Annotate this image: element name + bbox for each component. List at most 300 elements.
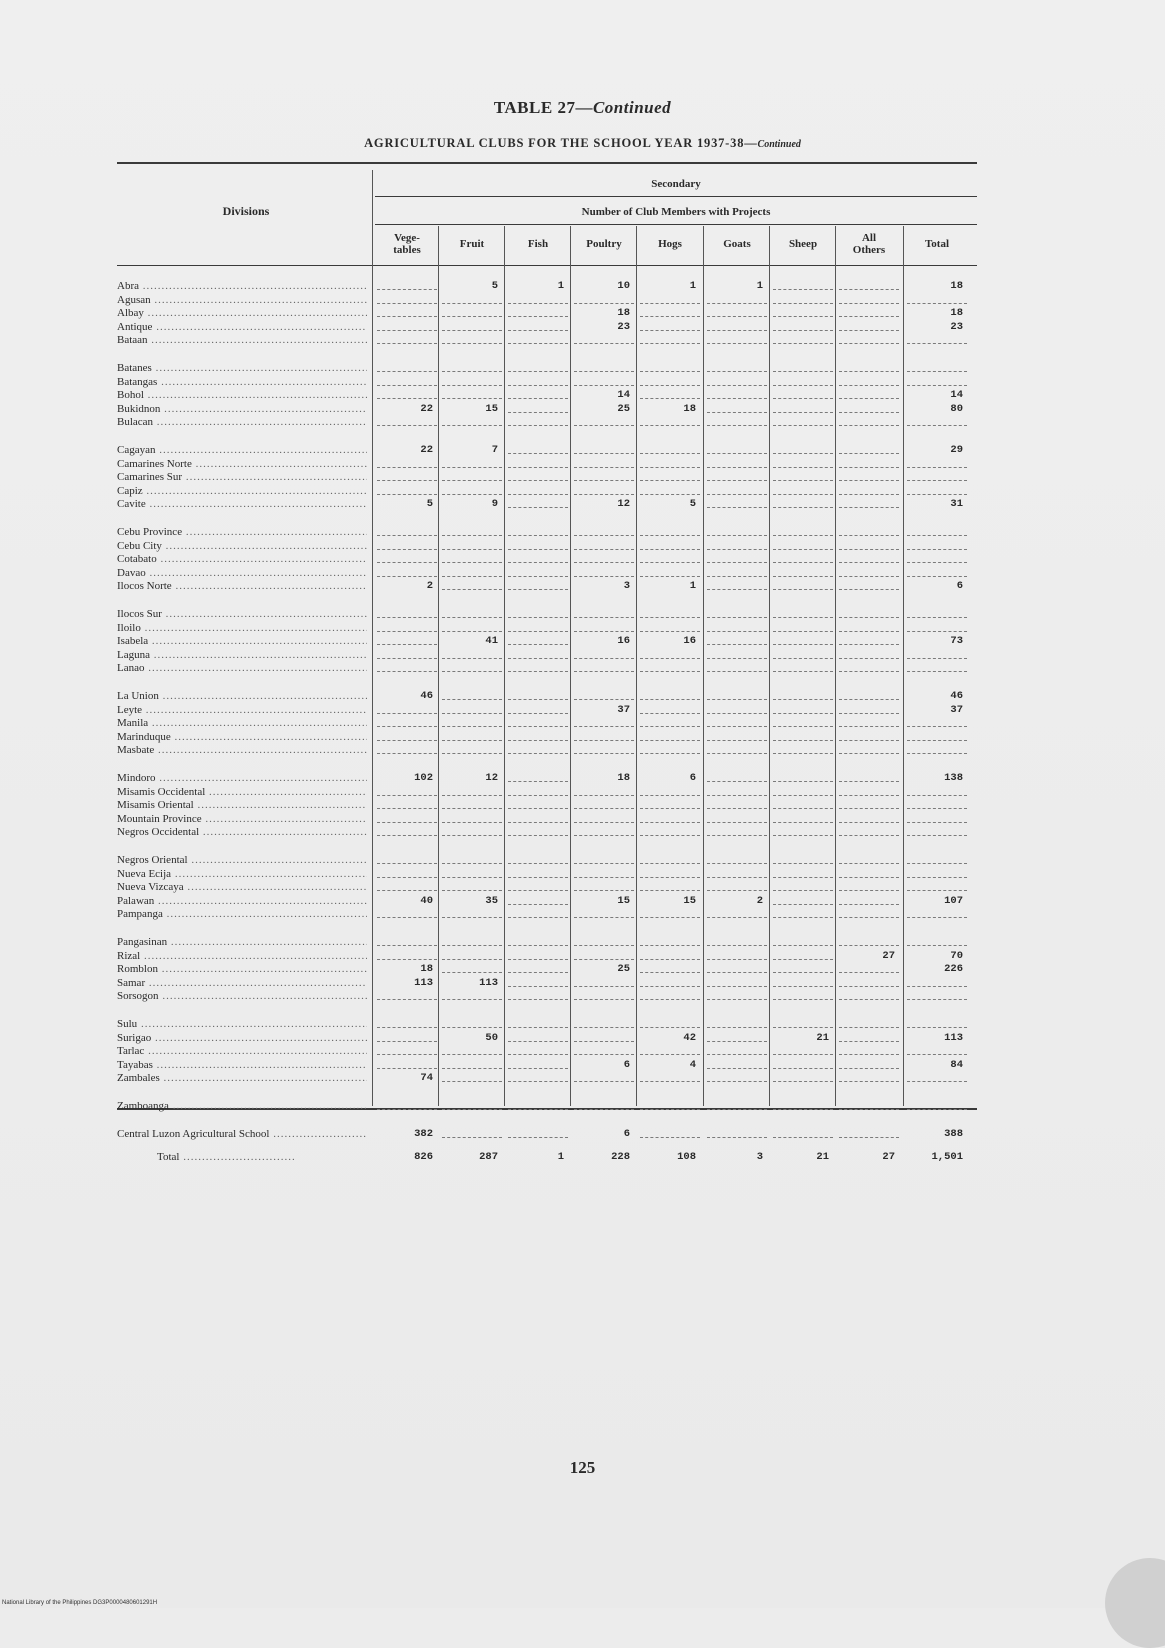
division-name (117, 744, 367, 756)
value-cell (705, 485, 769, 497)
value-cell (572, 1018, 636, 1030)
cell-value: 138 (944, 772, 963, 784)
page-corner-shadow (1105, 1558, 1165, 1648)
value-cell (771, 1128, 835, 1140)
cell-value: 3 (623, 580, 630, 593)
division-label: Pampanga (117, 908, 163, 921)
cell-value: 27 (882, 1151, 895, 1164)
value-cell (572, 622, 636, 634)
value-cell (837, 498, 901, 510)
value-cell (506, 990, 570, 1002)
value-cell (440, 376, 504, 388)
division-name (117, 649, 367, 661)
column-header-0: Vege- tables (393, 232, 421, 256)
table-row (117, 786, 977, 798)
value-cell (638, 963, 702, 975)
division-name (117, 1128, 367, 1140)
division-name (117, 950, 367, 962)
value-cell (506, 1018, 570, 1030)
cell-value: 18 (683, 402, 696, 415)
division-label: Central Luzon Agricultural School (117, 1127, 270, 1140)
value-cell (705, 854, 769, 866)
value-cell (638, 280, 702, 292)
value-cell (375, 608, 439, 620)
division-name (117, 717, 367, 729)
value-cell (771, 1072, 835, 1084)
value-cell (638, 908, 702, 920)
value-cell (638, 526, 702, 538)
division-name (117, 307, 367, 319)
value-cell (440, 608, 504, 620)
value-cell (572, 635, 636, 647)
cell-value: 382 (414, 1127, 433, 1140)
division-label: Cotabato (117, 553, 157, 566)
value-cell (705, 1128, 769, 1140)
value-cell (771, 307, 835, 319)
value-cell (837, 977, 901, 989)
value-cell (705, 908, 769, 920)
value-cell (638, 553, 702, 565)
value-cell (572, 294, 636, 306)
value-cell (506, 485, 570, 497)
value-cell (638, 1018, 702, 1030)
division-label: Negros Occidental (117, 826, 200, 839)
value-cell (638, 649, 702, 661)
value-cell (572, 799, 636, 811)
value-cell (705, 662, 769, 674)
cell-value: 1 (689, 580, 696, 593)
value-cell (905, 1045, 969, 1057)
table-row (117, 622, 977, 634)
value-cell (440, 662, 504, 674)
cell-value: 12 (485, 772, 498, 784)
cell-value: 18 (617, 772, 630, 784)
value-cell (905, 1151, 969, 1163)
value-cell (771, 649, 835, 661)
value-cell (905, 498, 969, 510)
value-cell (905, 444, 969, 456)
value-cell (375, 580, 439, 592)
value-cell (572, 362, 636, 374)
cell-value: 14 (617, 389, 630, 402)
value-cell (771, 936, 835, 948)
value-cell (506, 307, 570, 319)
division-label: Sulu (117, 1018, 138, 1030)
table-row (117, 389, 977, 401)
value-cell (638, 498, 702, 510)
value-cell (905, 362, 969, 374)
value-cell (506, 540, 570, 552)
division-name (117, 1018, 367, 1030)
table-row (117, 772, 977, 784)
value-cell (905, 526, 969, 538)
value-cell (440, 977, 504, 989)
value-cell (638, 854, 702, 866)
value-cell (771, 403, 835, 415)
value-cell (837, 1151, 901, 1163)
value-cell (638, 744, 702, 756)
cell-value: 21 (816, 1031, 829, 1044)
value-cell (705, 799, 769, 811)
value-cell (638, 608, 702, 620)
value-cell (771, 540, 835, 552)
value-cell (837, 458, 901, 470)
value-cell (705, 744, 769, 756)
cell-value: 113 (944, 1031, 963, 1044)
value-cell (705, 471, 769, 483)
value-cell (771, 416, 835, 428)
value-cell (771, 772, 835, 784)
value-cell (905, 608, 969, 620)
value-cell (705, 553, 769, 565)
table-row (117, 403, 977, 415)
value-cell (375, 717, 439, 729)
value-cell (440, 799, 504, 811)
value-cell (375, 321, 439, 333)
cell-value: 22 (420, 444, 433, 456)
cell-value: 2 (756, 894, 763, 907)
division-name (117, 580, 367, 592)
value-cell (837, 1072, 901, 1084)
value-cell (905, 799, 969, 811)
table-row (117, 731, 977, 743)
division-name (117, 1151, 367, 1163)
cell-value: 10 (617, 280, 630, 292)
value-cell (572, 471, 636, 483)
division-name (117, 662, 367, 674)
division-label: Batangas (117, 375, 158, 388)
value-cell (771, 717, 835, 729)
value-cell (905, 334, 969, 346)
division-name (117, 540, 367, 552)
division-label: Marinduque (117, 730, 171, 743)
value-cell (837, 868, 901, 880)
value-cell (638, 868, 702, 880)
table-row (117, 1128, 977, 1140)
value-cell (375, 622, 439, 634)
value-cell (506, 936, 570, 948)
division-label: Davao (117, 566, 146, 579)
value-cell (506, 608, 570, 620)
cell-value: 15 (683, 894, 696, 907)
value-cell (705, 1100, 769, 1112)
table-row (117, 704, 977, 716)
value-cell (638, 717, 702, 729)
value-cell (705, 826, 769, 838)
value-cell (771, 635, 835, 647)
division-label: La Union (117, 690, 159, 702)
table-row (117, 307, 977, 319)
value-cell (572, 567, 636, 579)
value-cell (837, 444, 901, 456)
value-cell (375, 786, 439, 798)
division-label: Albay (117, 307, 144, 320)
value-cell (837, 990, 901, 1002)
value-cell (705, 622, 769, 634)
value-cell (506, 1128, 570, 1140)
value-cell (905, 908, 969, 920)
value-cell (837, 334, 901, 346)
value-cell (375, 1100, 439, 1112)
division-label: Bataan (117, 334, 148, 347)
value-cell (375, 376, 439, 388)
value-cell (837, 963, 901, 975)
value-cell (705, 526, 769, 538)
value-cell (837, 416, 901, 428)
cell-value: 102 (414, 772, 433, 784)
value-cell (837, 580, 901, 592)
value-cell (638, 813, 702, 825)
column-header-2: Fish (527, 238, 549, 250)
table-title: TABLE 27—Continued (493, 98, 672, 117)
value-cell (638, 662, 702, 674)
value-cell (506, 567, 570, 579)
value-cell (638, 334, 702, 346)
division-name (117, 826, 367, 838)
division-label: Negros Oriental (117, 854, 188, 866)
table-row (117, 1018, 977, 1030)
value-cell (440, 854, 504, 866)
column-header-6: Sheep (788, 238, 818, 250)
value-cell (506, 580, 570, 592)
value-cell (771, 567, 835, 579)
value-cell (905, 786, 969, 798)
value-cell (572, 526, 636, 538)
value-cell (705, 813, 769, 825)
value-cell (837, 1100, 901, 1112)
value-cell (837, 704, 901, 716)
division-label: Lanao (117, 662, 145, 675)
value-cell (572, 280, 636, 292)
cell-value: 1 (557, 1151, 564, 1164)
value-cell (572, 786, 636, 798)
table-row (117, 1072, 977, 1084)
table-row (117, 376, 977, 388)
value-cell (440, 580, 504, 592)
cell-value: 388 (944, 1127, 963, 1140)
value-cell (572, 950, 636, 962)
value-cell (572, 704, 636, 716)
value-cell (440, 307, 504, 319)
header-bottom-rule (117, 265, 977, 266)
value-cell (638, 731, 702, 743)
division-label: Misamis Oriental (117, 799, 194, 812)
value-cell (375, 540, 439, 552)
table-row (117, 416, 977, 428)
division-label: Surigao (117, 1031, 152, 1044)
value-cell (905, 990, 969, 1002)
value-cell (771, 294, 835, 306)
cell-value: 15 (617, 894, 630, 907)
value-cell (771, 471, 835, 483)
value-cell (506, 458, 570, 470)
value-cell (705, 567, 769, 579)
value-cell (506, 294, 570, 306)
top-rule (117, 162, 977, 164)
value-cell (905, 881, 969, 893)
value-cell (375, 799, 439, 811)
value-cell (638, 376, 702, 388)
cell-value: 226 (944, 963, 963, 976)
value-cell (638, 772, 702, 784)
division-label: Iloilo (117, 621, 141, 634)
division-name (117, 963, 367, 975)
value-cell (905, 1072, 969, 1084)
value-cell (705, 1032, 769, 1044)
value-cell (905, 471, 969, 483)
value-cell (837, 376, 901, 388)
value-cell (506, 868, 570, 880)
value-cell (375, 416, 439, 428)
value-cell (506, 744, 570, 756)
division-name (117, 908, 367, 920)
cell-value: 23 (950, 320, 963, 333)
value-cell (572, 498, 636, 510)
value-cell (705, 977, 769, 989)
value-cell (506, 1032, 570, 1044)
division-name (117, 458, 367, 470)
value-cell (705, 772, 769, 784)
value-cell (905, 294, 969, 306)
value-cell (905, 936, 969, 948)
value-cell (837, 690, 901, 702)
value-cell (506, 1059, 570, 1071)
division-name (117, 334, 367, 346)
cell-value: 3 (756, 1151, 763, 1164)
value-cell (572, 1045, 636, 1057)
value-cell (837, 826, 901, 838)
value-cell (506, 376, 570, 388)
value-cell (572, 895, 636, 907)
value-cell (638, 321, 702, 333)
division-name (117, 936, 367, 948)
division-name (117, 813, 367, 825)
value-cell (771, 977, 835, 989)
value-cell (705, 334, 769, 346)
value-cell (375, 389, 439, 401)
value-cell (837, 649, 901, 661)
value-cell (837, 895, 901, 907)
value-cell (837, 717, 901, 729)
division-name (117, 498, 367, 510)
value-cell (771, 321, 835, 333)
value-cell (572, 662, 636, 674)
value-cell (440, 526, 504, 538)
value-cell (375, 868, 439, 880)
value-cell (572, 717, 636, 729)
value-cell (572, 1059, 636, 1071)
table-row (117, 294, 977, 306)
column-header-7: All Others (852, 232, 886, 256)
value-cell (440, 1018, 504, 1030)
value-cell (375, 772, 439, 784)
table-row (117, 799, 977, 811)
value-cell (506, 498, 570, 510)
value-cell (572, 731, 636, 743)
value-cell (506, 662, 570, 674)
division-name (117, 1032, 367, 1044)
value-cell (506, 963, 570, 975)
value-cell (506, 471, 570, 483)
division-label: Cebu City (117, 539, 162, 552)
division-label: Mindoro (117, 772, 156, 784)
value-cell (905, 321, 969, 333)
table-row (117, 744, 977, 756)
cell-value: 6 (623, 1058, 630, 1071)
cell-value: 73 (950, 635, 963, 648)
value-cell (771, 744, 835, 756)
value-cell (375, 471, 439, 483)
cell-value: 18 (950, 307, 963, 320)
table-row (117, 608, 977, 620)
value-cell (440, 444, 504, 456)
value-cell (440, 280, 504, 292)
value-cell (506, 895, 570, 907)
cell-value: 5 (689, 498, 696, 511)
table-row (117, 990, 977, 1002)
value-cell (638, 1151, 702, 1163)
cell-value: 74 (420, 1072, 433, 1085)
value-cell (771, 1018, 835, 1030)
division-name (117, 731, 367, 743)
value-cell (705, 868, 769, 880)
table-row (117, 567, 977, 579)
cell-value: 1 (557, 280, 564, 292)
value-cell (375, 498, 439, 510)
value-cell (440, 1151, 504, 1163)
value-cell (837, 362, 901, 374)
value-cell (572, 881, 636, 893)
cell-value: 84 (950, 1058, 963, 1071)
value-cell (837, 936, 901, 948)
value-cell (506, 416, 570, 428)
value-cell (905, 280, 969, 292)
value-cell (771, 458, 835, 470)
value-cell (375, 1128, 439, 1140)
value-cell (506, 362, 570, 374)
value-cell (572, 1032, 636, 1044)
value-cell (572, 307, 636, 319)
value-cell (440, 403, 504, 415)
value-cell (572, 444, 636, 456)
division-label: Sorsogon (117, 990, 159, 1003)
value-cell (440, 540, 504, 552)
value-cell (705, 416, 769, 428)
cell-value: 21 (816, 1151, 829, 1164)
table-row (117, 526, 977, 538)
cell-value: 25 (617, 402, 630, 415)
cell-value: 113 (414, 976, 433, 989)
value-cell (837, 1045, 901, 1057)
value-cell (638, 540, 702, 552)
value-cell (771, 485, 835, 497)
value-cell (837, 731, 901, 743)
division-label: Tayabas (117, 1058, 153, 1071)
division-name (117, 854, 367, 866)
division-label: Camarines Sur (117, 471, 183, 484)
value-cell (375, 731, 439, 743)
cell-value: 12 (617, 498, 630, 511)
value-cell (771, 990, 835, 1002)
cell-value: 46 (420, 690, 433, 702)
value-cell (572, 1100, 636, 1112)
value-cell (905, 389, 969, 401)
value-cell (440, 895, 504, 907)
division-label: Cavite (117, 498, 146, 511)
value-cell (705, 963, 769, 975)
value-cell (837, 540, 901, 552)
value-cell (638, 622, 702, 634)
